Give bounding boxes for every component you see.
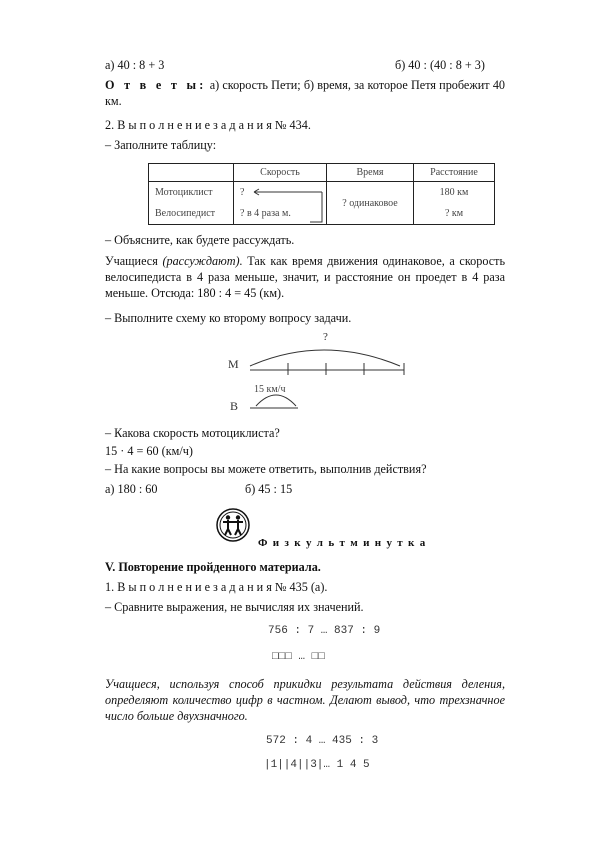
scheme-v-label: В (230, 399, 239, 413)
physical-break-label: Ф и з к у л ь т м и н у т к а (258, 537, 427, 549)
table-header-empty (149, 164, 234, 182)
compare-prompt: – Сравните выражения, не вычисляя их значений. (105, 600, 364, 614)
table-row-names (149, 182, 234, 225)
scheme-brace (250, 350, 400, 366)
students-label: Учащиеся (105, 254, 158, 268)
answer-label: О т в е т ы: (105, 78, 207, 92)
answers-top-row (105, 57, 505, 73)
table-speed-cell (234, 182, 327, 225)
scheme-m-label: М (228, 357, 239, 371)
scheme-v-arc (256, 395, 296, 406)
fill-table-instruction: – Заполните таблицу: (105, 138, 217, 152)
students-reasoning (105, 253, 505, 301)
reasoning-text: Так как время движения одинаковое, а скорость велосипедиста в 4 раза меньше, значит, и расстояние он проедет в 4 раза меньше. Отсюда: 180 : 4 = 45 (км). (105, 254, 506, 300)
explain-prompt: – Объясните, как будете рассуждать. (105, 233, 295, 247)
speed-motorcyclist: ? (240, 187, 245, 198)
speed-cyclist: ? в 4 раза м. (240, 208, 291, 219)
table-header-time: Время (327, 164, 414, 182)
exercise-figures-icon (216, 508, 250, 542)
digits-2: |1||4||3|… 1 4 5 (264, 759, 370, 771)
answer-b-bottom: б) 45 : 15 (245, 482, 293, 496)
students-estimate-text: Учащиеся, используя способ прикидки результата действия деления, определяют количество цифр в частном. Делают вывод, что трехзначное число больше двухзначного. (105, 677, 505, 723)
answers-paragraph (105, 77, 505, 109)
row-name-motorcyclist: Мотоциклист (155, 187, 213, 198)
scheme-question: ? (323, 331, 328, 343)
question-which: – На какие вопросы вы можете ответить, выполнив действия? (105, 462, 427, 476)
answer-b: б) 40 : (40 : 8 + 3) (395, 58, 485, 72)
scheme-prompt: – Выполните схему ко второму вопросу задачи. (105, 311, 352, 325)
students-italic: (рассуждают). (162, 254, 243, 268)
table-distance-cell (414, 182, 495, 225)
question-speed: – Какова скорость мотоциклиста? (105, 426, 280, 440)
distance-motorcyclist: 180 км (439, 187, 469, 198)
answer-a-bottom: а) 180 : 60 (105, 482, 158, 496)
digit-boxes-1: □□□ … □□ (272, 651, 325, 663)
task-435-heading: 1. В ы п о л н е н и е з а д а н и я № 435 (а). (105, 580, 328, 594)
motion-scheme (228, 330, 418, 416)
scheme-speed: 15 км/ч (254, 384, 286, 395)
time-cell: ? одинаковое (327, 182, 414, 225)
task-434-heading-text: 2. В ы п о л н е н и е з а д а н и я № 434. (105, 118, 311, 132)
section-5-heading: V. Повторение пройденного материала. (105, 560, 321, 574)
row-name-cyclist: Велосипедист (155, 208, 216, 219)
table-header-distance: Расстояние (414, 164, 495, 182)
expression-2: 572 : 4 … 435 : 3 (266, 735, 379, 747)
answer-a: а) 40 : 8 + 3 (105, 58, 165, 72)
answer-text: а) скорость Пети; б) время, за которое Петя пробежит 40 км. (105, 78, 506, 108)
distance-cyclist: ? км (444, 208, 464, 219)
answers-bottom-row (105, 481, 505, 497)
table-header-speed: Скорость (234, 164, 327, 182)
calculation: 15 · 4 = 60 (км/ч) (105, 444, 193, 458)
expression-1: 756 : 7 … 837 : 9 (268, 625, 381, 637)
motion-table (148, 163, 495, 225)
task-434-heading (105, 117, 505, 133)
relation-arrow-icon (248, 188, 328, 228)
